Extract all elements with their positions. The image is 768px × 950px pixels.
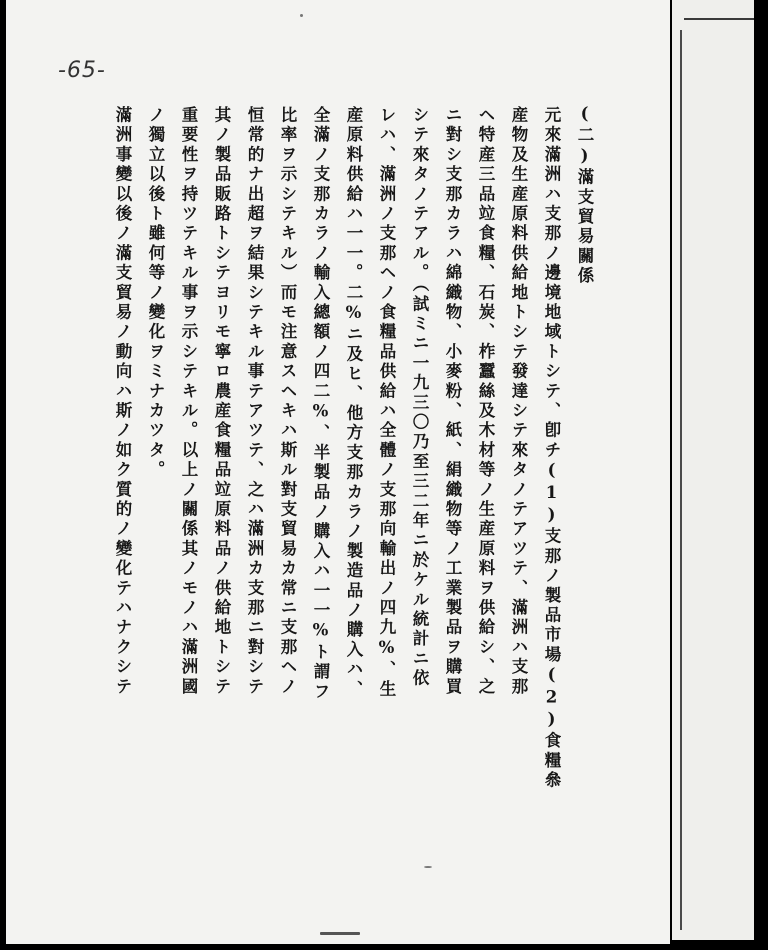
text-line-2: 産物及生産原料供給地トシテ發達シテ來タノテアツテ、滿洲ハ支那 <box>509 106 528 697</box>
text-line-13: ノ獨立以後ト雖何等ノ變化ヲミナカツタ。 <box>146 106 165 481</box>
adjacent-page-edge <box>672 0 754 940</box>
page-number: -65- <box>58 58 106 83</box>
text-line-12: 重要性ヲ持ツテキル事ヲ示シテキル。以上ノ關係其ノモノハ滿洲國 <box>179 106 198 697</box>
text-line-14: 滿洲事變以後ノ滿支貿易ノ動向ハ斯ノ如ク質的ノ變化テハナクシテ <box>113 106 132 697</box>
page-top-line <box>684 18 754 20</box>
text-line-4: ニ對シ支那カラハ綿織物、小麥粉、紙、絹織物等ノ工業製品ヲ購買 <box>443 106 462 697</box>
text-line-11: 其ノ製品販路トシテヨリモ寧ロ農産食糧品竝原料品ノ供給地トシテ <box>212 106 231 697</box>
text-line-3: ヘ特産三品竝食糧、石炭、柞蠶絲及木材等ノ生産原料ヲ供給シ、之 <box>476 106 495 697</box>
section-heading: (二)滿支貿易關係 <box>575 104 594 287</box>
text-line-7: 産原料供給ハ一一。二%ニ及ヒ、他方支那カラノ製造品ノ購入ハ、 <box>344 106 363 700</box>
scan-speck <box>320 932 360 935</box>
text-line-1: 元來滿洲ハ支那ノ邊境地域トシテ、卽チ(1)支那ノ製品市場(2)食糧叅 <box>542 106 561 791</box>
text-line-8: 全滿ノ支那カラノ輸入總額ノ四二%、半製品ノ購入ハ一一%ト謂フ <box>311 106 330 702</box>
scan-speck <box>300 14 303 17</box>
page-border-line <box>680 30 682 930</box>
scan-speck <box>424 866 432 868</box>
text-line-5: シテ來タノテアル。（試ミニ一九三〇乃至三二年ニ於ケル統計ニ依 <box>410 106 429 689</box>
text-line-10: 恒常的ナ出超ヲ結果シテキル事テアツテ、之ハ滿洲カ支那ニ對シテ <box>245 106 264 697</box>
document-page <box>6 0 670 944</box>
text-line-9: 比率ヲ示シテキル）而モ注意スヘキハ斯ル對支貿易カ常ニ支那ヘノ <box>278 106 297 697</box>
text-line-6: レハ、滿洲ノ支那ヘノ食糧品供給ハ全體ノ支那向輸出ノ四九%、生 <box>377 106 396 700</box>
